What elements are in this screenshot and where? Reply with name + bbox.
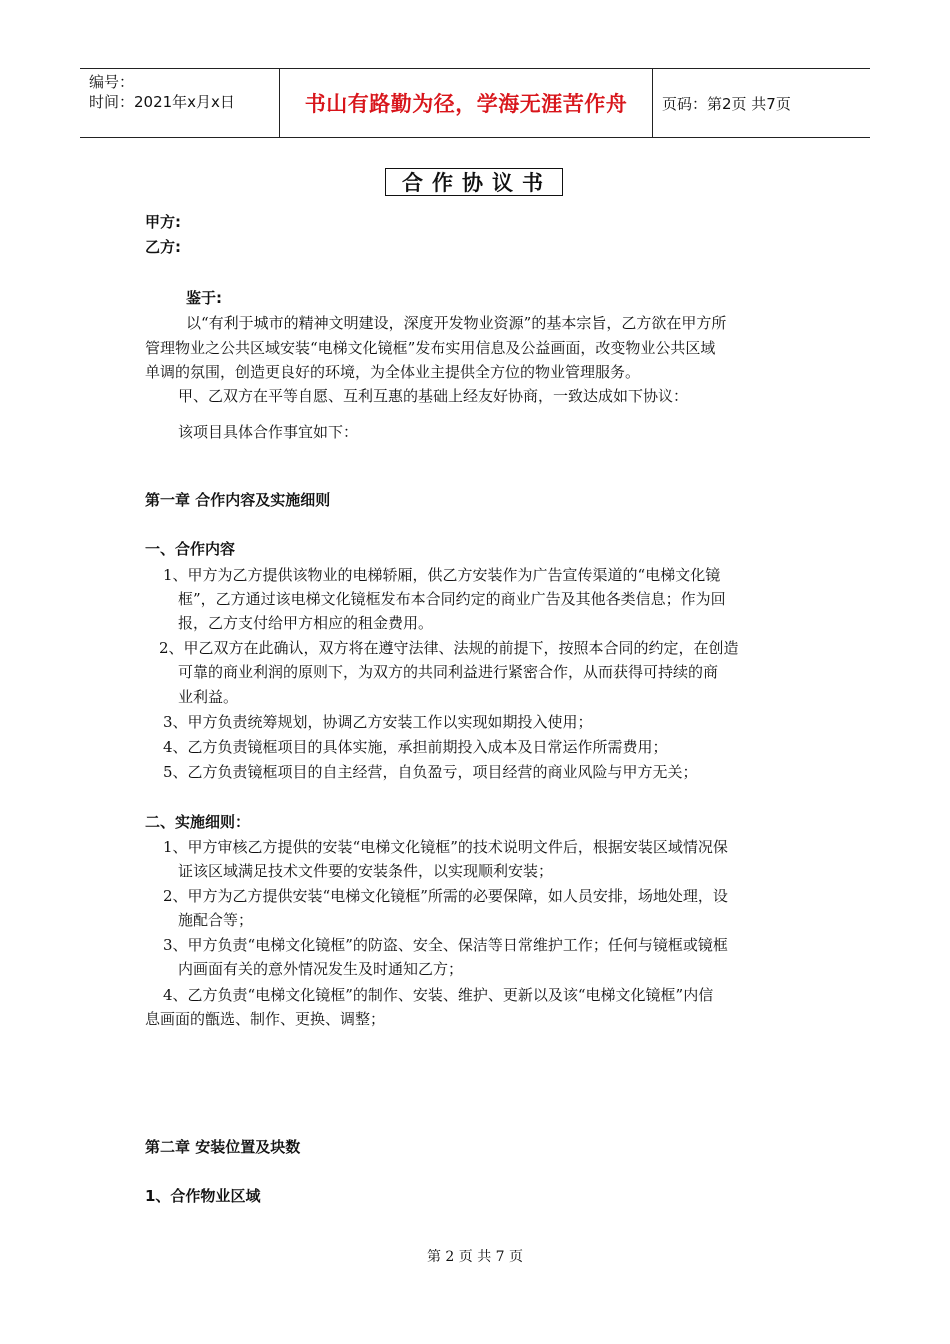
- time-label: 时间：2021年x月x日: [89, 93, 235, 111]
- clause-line: 4、乙方负责镜框项目的具体实施，承担前期投入成本及日常运作所需费用；: [163, 738, 668, 756]
- whereas-label: 鉴于:: [186, 289, 222, 307]
- page-footer: 第 2 页 共 7 页: [426, 1249, 524, 1265]
- clause-line: 1、甲方为乙方提供该物业的电梯轿厢，供乙方安装作为广告宣传渠道的“电梯文化镜: [163, 566, 721, 584]
- section-2-heading: 二、实施细则：: [145, 813, 251, 831]
- clause-line: 业利益。: [178, 688, 239, 706]
- intro-line: 以“有利于城市的精神文明建设，深度开发物业资源”的基本宗旨，乙方欲在甲方所: [186, 314, 727, 332]
- number-label: 编号：: [89, 73, 135, 91]
- party-b-label: 乙方:: [145, 238, 181, 256]
- section-1-heading: 一、合作内容: [145, 540, 236, 558]
- clause-line: 3、甲方负责“电梯文化镜框”的防盗、安全、保洁等日常维护工作；任何与镜框或镜框: [163, 936, 728, 954]
- clause-line: 施配合等；: [178, 911, 254, 929]
- intro-line: 甲、乙双方在平等自愿、互利互惠的基础上经友好协商，一致达成如下协议：: [178, 387, 689, 405]
- clause-line: 息画面的甑选、制作、更换、调整；: [145, 1010, 386, 1028]
- party-a-label: 甲方:: [145, 213, 181, 231]
- clause-line: 4、乙方负责“电梯文化镜框”的制作、安装、维护、更新以及该“电梯文化镜框”内信: [163, 986, 714, 1004]
- clause-line: 2、甲方为乙方提供安装“电梯文化镜框”所需的必要保障，如人员安排，场地处理，设: [163, 887, 728, 905]
- header-page-info: 页码：第2页 共7页: [662, 94, 791, 113]
- clause-line: 报，乙方支付给甲方相应的租金费用。: [178, 614, 434, 632]
- intro-line: 单调的氛围，创造更良好的环境，为全体业主提供全方位的物业管理服务。: [145, 363, 641, 381]
- clause-line: 框”，乙方通过该电梯文化镜框发布本合同约定的商业广告及其他各类信息；作为回: [178, 590, 726, 608]
- header-motto: 书山有路勤为径，学海无涯苦作舟: [280, 69, 653, 137]
- clause-line: 1、甲方审核乙方提供的安装“电梯文化镜框”的技术说明文件后，根据安装区域情况保: [163, 838, 728, 856]
- clause-line: 证该区域满足技术文件要的安装条件，以实现顺利安装；: [178, 862, 554, 880]
- page-header: [80, 68, 870, 138]
- document-title: 合作协议书: [385, 168, 563, 196]
- intro-line: 该项目具体合作事宜如下：: [178, 423, 359, 441]
- clause-line: 5、乙方负责镜框项目的自主经营，自负盈亏，项目经营的商业风险与甲方无关；: [163, 763, 698, 781]
- clause-line: 内画面有关的意外情况发生及时通知乙方；: [178, 960, 464, 978]
- clause-line: 3、甲方负责统筹规划，协调乙方安装工作以实现如期投入使用；: [163, 713, 593, 731]
- chapter-1-heading: 第一章 合作内容及实施细则: [145, 491, 331, 509]
- item-1-heading: 1、合作物业区域: [145, 1187, 261, 1205]
- clause-line: 可靠的商业利润的原则下，为双方的共同利益进行紧密合作，从而获得可持续的商: [178, 663, 719, 681]
- clause-line: 2、甲乙双方在此确认，双方将在遵守法律、法规的前提下，按照本合同的约定，在创造: [159, 639, 739, 657]
- chapter-2-heading: 第二章 安装位置及块数: [145, 1138, 301, 1156]
- intro-line: 管理物业之公共区域安装“电梯文化镜框”发布实用信息及公益画面，改变物业公共区域: [145, 339, 716, 357]
- header-meta: [80, 69, 280, 137]
